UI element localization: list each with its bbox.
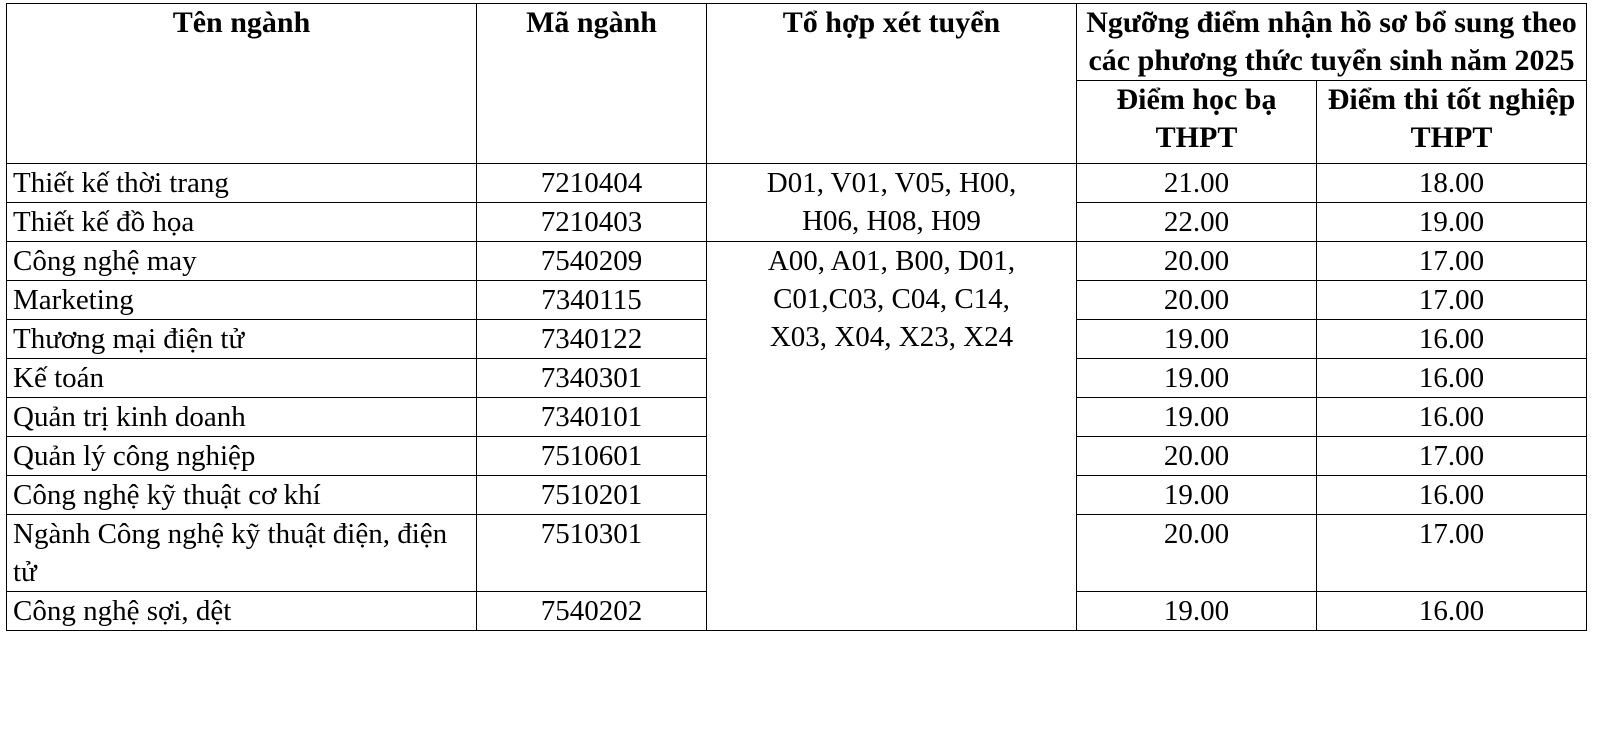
exam-score: 17.00 — [1317, 437, 1587, 476]
exam-score: 18.00 — [1317, 164, 1587, 203]
major-code: 7210404 — [477, 164, 707, 203]
major-name: Công nghệ sợi, dệt — [7, 592, 477, 631]
subject-combination-group-1: D01, V01, V05, H00, H06, H08, H09 — [707, 164, 1077, 242]
exam-score: 17.00 — [1317, 281, 1587, 320]
major-name: Marketing — [7, 281, 477, 320]
header-major-name: Tên ngành — [7, 4, 477, 164]
major-code: 7210403 — [477, 203, 707, 242]
header-major-code: Mã ngành — [477, 4, 707, 164]
transcript-score: 19.00 — [1077, 592, 1317, 631]
transcript-score: 20.00 — [1077, 242, 1317, 281]
transcript-score: 20.00 — [1077, 281, 1317, 320]
header-transcript-score: Điểm học bạ THPT — [1077, 81, 1317, 164]
exam-score: 16.00 — [1317, 320, 1587, 359]
major-code: 7540209 — [477, 242, 707, 281]
transcript-score: 21.00 — [1077, 164, 1317, 203]
major-code: 7340101 — [477, 398, 707, 437]
major-code: 7340301 — [477, 359, 707, 398]
major-code: 7340115 — [477, 281, 707, 320]
transcript-score: 19.00 — [1077, 359, 1317, 398]
transcript-score: 19.00 — [1077, 476, 1317, 515]
transcript-score: 20.00 — [1077, 515, 1317, 592]
header-exam-score: Điểm thi tốt nghiệp THPT — [1317, 81, 1587, 164]
major-code: 7510601 — [477, 437, 707, 476]
transcript-score: 20.00 — [1077, 437, 1317, 476]
major-name: Ngành Công nghệ kỹ thuật điện, điện tử — [7, 515, 477, 592]
admission-threshold-table — [6, 3, 1587, 631]
table-body — [7, 164, 1587, 631]
major-name: Công nghệ kỹ thuật cơ khí — [7, 476, 477, 515]
major-name: Thiết kế thời trang — [7, 164, 477, 203]
major-name: Công nghệ may — [7, 242, 477, 281]
major-code: 7510301 — [477, 515, 707, 592]
table-row — [7, 164, 1587, 203]
subject-combination-group-2 — [707, 242, 1077, 631]
major-code: 7540202 — [477, 592, 707, 631]
major-name: Quản lý công nghiệp — [7, 437, 477, 476]
transcript-score: 19.00 — [1077, 398, 1317, 437]
exam-score: 16.00 — [1317, 398, 1587, 437]
major-code: 7340122 — [477, 320, 707, 359]
transcript-score: 22.00 — [1077, 203, 1317, 242]
exam-score: 17.00 — [1317, 242, 1587, 281]
major-name: Thiết kế đồ họa — [7, 203, 477, 242]
exam-score: 16.00 — [1317, 592, 1587, 631]
header-subject-combination: Tổ hợp xét tuyển — [707, 4, 1077, 164]
exam-score: 19.00 — [1317, 203, 1587, 242]
exam-score: 17.00 — [1317, 515, 1587, 592]
major-name: Thương mại điện tử — [7, 320, 477, 359]
table-row — [7, 242, 1587, 281]
subject-combination-group-2-text: A00, A01, B00, D01, C01,C03, C04, C14, X03, X04, X23, X24 — [767, 245, 1016, 353]
header-threshold-group: Ngưỡng điểm nhận hồ sơ bổ sung theo các phương thức tuyển sinh năm 2025 — [1077, 4, 1587, 81]
exam-score: 16.00 — [1317, 359, 1587, 398]
transcript-score: 19.00 — [1077, 320, 1317, 359]
exam-score: 16.00 — [1317, 476, 1587, 515]
major-name: Kế toán — [7, 359, 477, 398]
major-name: Quản trị kinh doanh — [7, 398, 477, 437]
major-code: 7510201 — [477, 476, 707, 515]
